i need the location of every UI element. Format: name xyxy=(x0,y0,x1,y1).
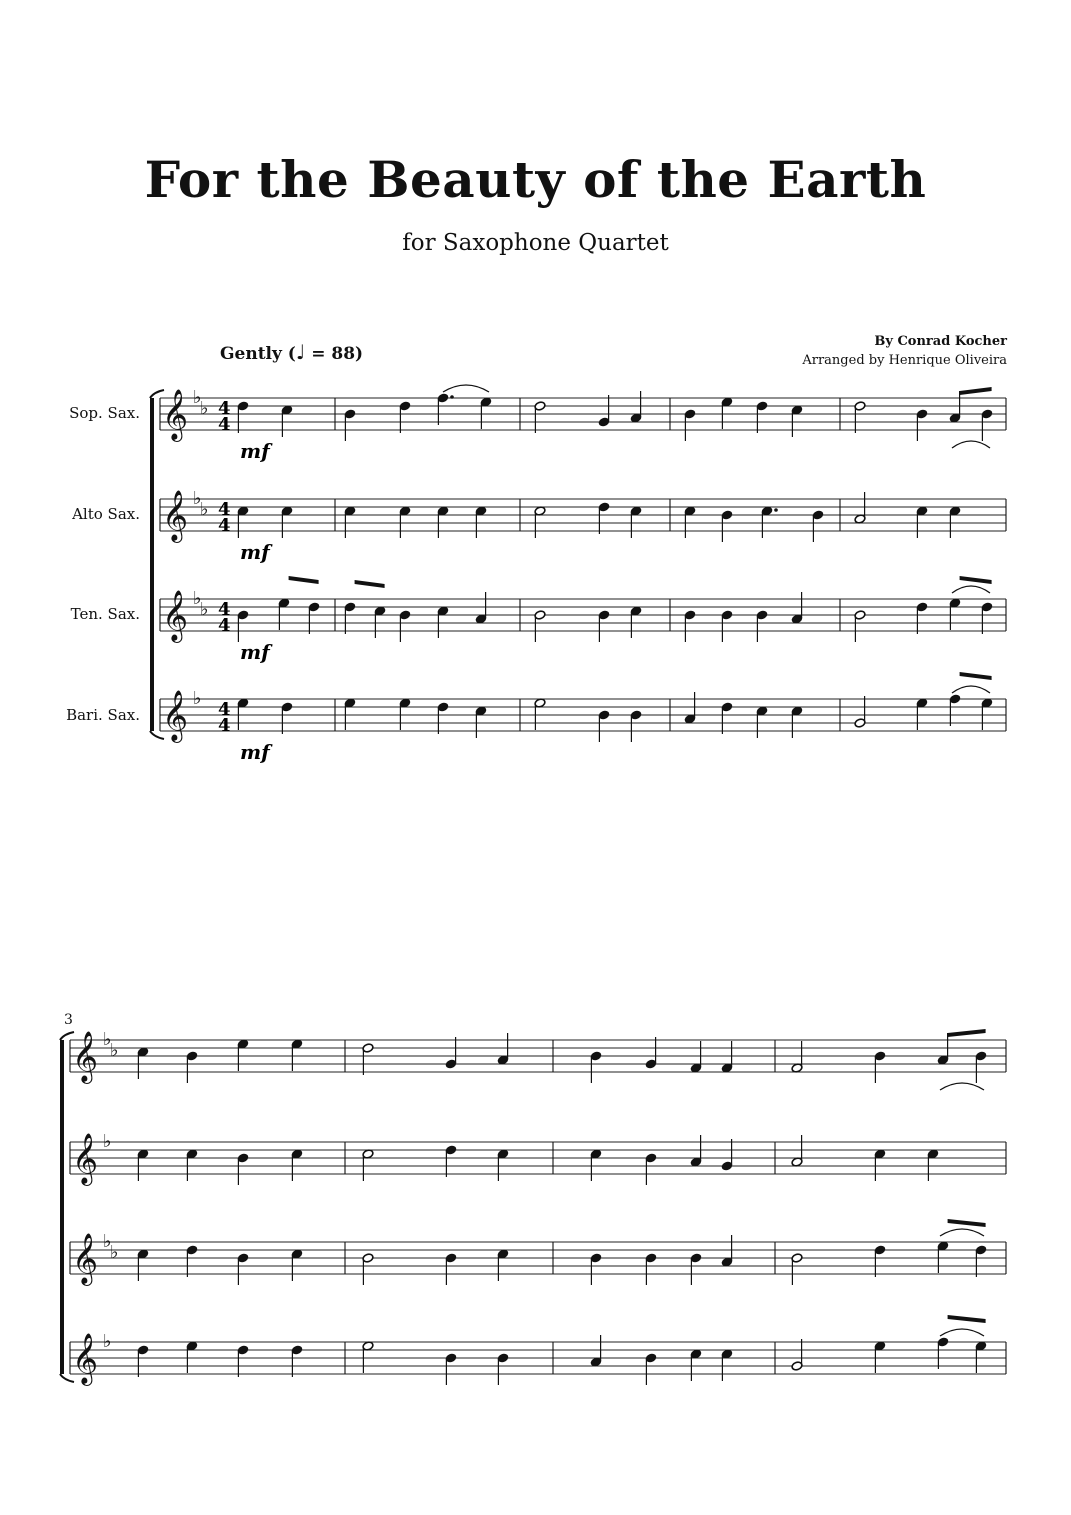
beam xyxy=(289,576,319,584)
treble-clef-icon: 𝄞 xyxy=(162,690,189,741)
score-subtitle: for Saxophone Quartet xyxy=(402,230,669,256)
flat-icon: ♭ xyxy=(193,387,202,408)
treble-clef-icon: 𝄞 xyxy=(72,1133,99,1184)
flat-icon: ♭ xyxy=(200,599,209,620)
flat-icon: ♭ xyxy=(200,499,209,520)
composer-credit: By Conrad Kocher xyxy=(874,334,1007,349)
flat-icon: ♭ xyxy=(200,398,209,419)
beam xyxy=(960,672,992,680)
system-bracket xyxy=(60,1040,64,1374)
tempo-word: Gently ( xyxy=(220,344,296,364)
flat-icon: ♭ xyxy=(110,1242,119,1263)
augmentation-dot xyxy=(450,395,454,399)
flat-icon: ♭ xyxy=(110,1040,119,1061)
flat-icon: ♭ xyxy=(193,588,202,609)
beam xyxy=(948,1315,986,1323)
flat-icon: ♭ xyxy=(103,1029,112,1050)
dynamic-marking: mf xyxy=(240,540,270,564)
slur xyxy=(940,1229,984,1236)
flat-icon: ♭ xyxy=(103,1231,112,1252)
treble-clef-icon: 𝄞 xyxy=(72,1233,99,1284)
flat-icon: ♭ xyxy=(193,688,202,709)
bar-number: 3 xyxy=(64,1012,73,1028)
beam xyxy=(960,576,992,584)
instrument-label-baritone: Bari. Sax. xyxy=(66,706,140,724)
slur xyxy=(952,441,990,448)
time-signature-bottom: 4 xyxy=(218,615,231,636)
beam xyxy=(960,387,992,395)
treble-clef-icon: 𝄞 xyxy=(72,1333,99,1384)
slur xyxy=(952,586,990,593)
treble-clef-icon: 𝄞 xyxy=(162,590,189,641)
instrument-label-soprano: Sop. Sax. xyxy=(69,404,140,422)
dynamic-marking: mf xyxy=(240,439,270,463)
time-signature-top: 4 xyxy=(218,699,231,720)
arranger-credit: Arranged by Henrique Oliveira xyxy=(802,353,1007,368)
beam xyxy=(948,1029,986,1037)
treble-clef-icon: 𝄞 xyxy=(162,389,189,440)
time-signature-bottom: 4 xyxy=(218,414,231,435)
slur xyxy=(443,385,489,392)
instrument-label-alto: Alto Sax. xyxy=(72,505,140,523)
augmentation-dot xyxy=(774,508,778,512)
tempo-bpm: = 88) xyxy=(305,344,364,364)
flat-icon: ♭ xyxy=(103,1131,112,1152)
slur xyxy=(952,686,990,693)
score-title: For the Beauty of the Earth xyxy=(144,150,927,209)
time-signature-top: 4 xyxy=(218,599,231,620)
time-signature-bottom: 4 xyxy=(218,515,231,536)
time-signature-bottom: 4 xyxy=(218,715,231,736)
quarter-note-icon: ♩ xyxy=(295,340,306,364)
instrument-label-tenor: Ten. Sax. xyxy=(70,605,140,623)
slur xyxy=(940,1083,984,1090)
beam xyxy=(948,1219,986,1227)
flat-icon: ♭ xyxy=(103,1331,112,1352)
time-signature-top: 4 xyxy=(218,499,231,520)
treble-clef-icon: 𝄞 xyxy=(162,490,189,541)
flat-icon: ♭ xyxy=(193,488,202,509)
treble-clef-icon: 𝄞 xyxy=(72,1031,99,1082)
beam xyxy=(355,580,385,588)
slur xyxy=(940,1329,984,1336)
dynamic-marking: mf xyxy=(240,640,270,664)
system-bracket xyxy=(150,398,154,731)
dynamic-marking: mf xyxy=(240,740,270,764)
time-signature-top: 4 xyxy=(218,398,231,419)
